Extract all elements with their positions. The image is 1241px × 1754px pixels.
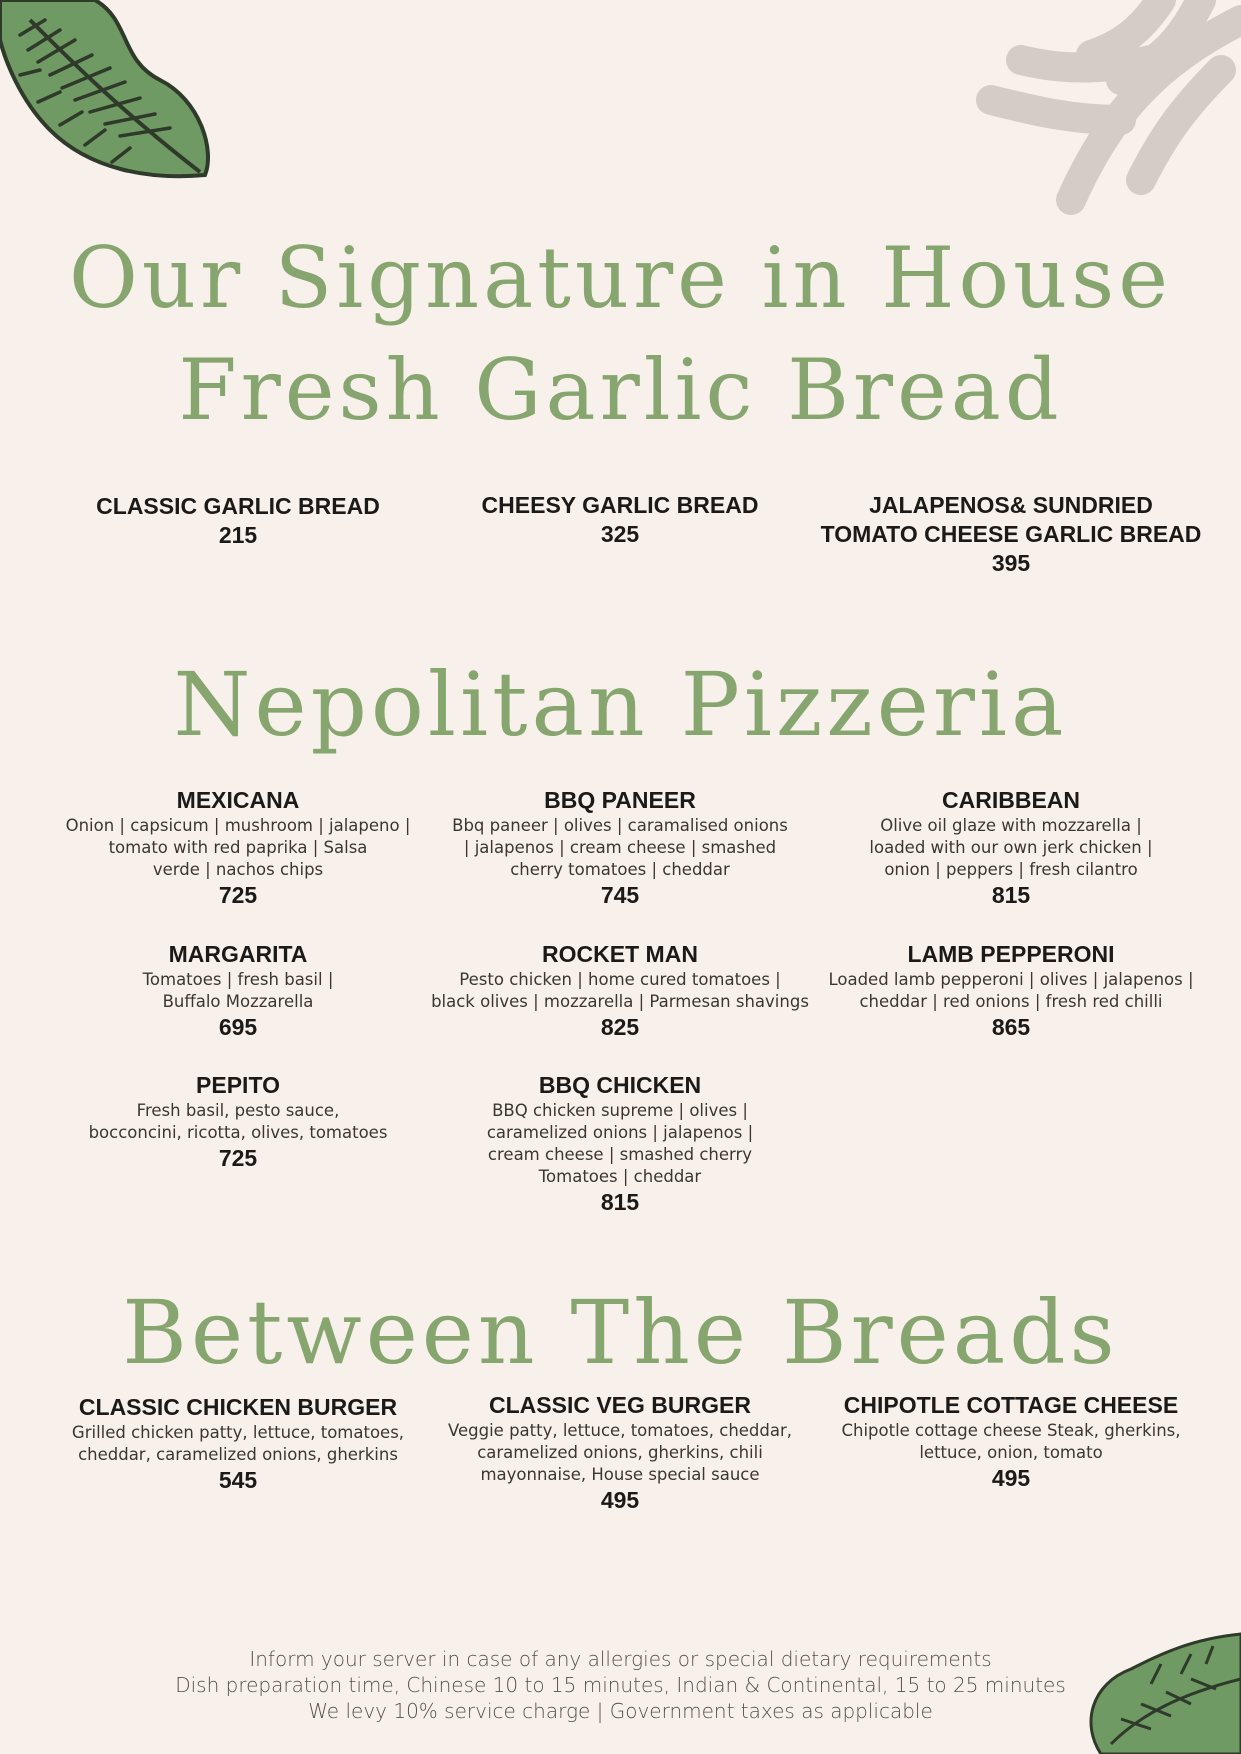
item-name: BBQ CHICKEN xyxy=(538,1072,702,1098)
item-price: 815 xyxy=(991,882,1031,908)
menu-item-pepito xyxy=(48,1071,428,1172)
item-price: 395 xyxy=(991,550,1031,576)
menu-item-jalapenos-garlic-bread xyxy=(820,491,1202,577)
menu-item-mexicana xyxy=(48,786,428,909)
menu-item-caribbean xyxy=(820,786,1202,909)
item-description: Onion | capsicum | mushroom | jalapeno | tomato with red paprika | Salsa verde | nachos chips xyxy=(65,816,411,879)
item-name: JALAPENOS& SUNDRIED xyxy=(869,492,1153,518)
item-description: Veggie patty, lettuce, tomatoes, cheddar, caramelized onions, gherkins, chili mayonnaise, House special sauce xyxy=(447,1421,793,1484)
item-price: 865 xyxy=(991,1014,1031,1040)
pizzeria-title: Nepolitan Pizzeria xyxy=(173,653,1068,756)
item-description: Bbq paneer | olives | caramalised onions | jalapenos | cream cheese | smashed cherry tomatoes | cheddar xyxy=(452,816,788,879)
item-price: 325 xyxy=(600,521,640,547)
menu-item-classic-veg-burger xyxy=(425,1391,815,1514)
item-name: BBQ PANEER xyxy=(544,787,696,813)
item-name: PEPITO xyxy=(196,1072,280,1098)
menu-item-classic-chicken-burger xyxy=(40,1393,436,1494)
item-price: 495 xyxy=(991,1465,1031,1491)
item-name: MEXICANA xyxy=(176,787,300,813)
footer-allergy-note: Inform your server in case of any allergies or special dietary requirements xyxy=(249,1647,992,1671)
item-description: Loaded lamb pepperoni | olives | jalapenos | cheddar | red onions | fresh red chilli xyxy=(828,970,1194,1011)
breads-title: Between The Breads xyxy=(122,1281,1119,1384)
item-description: Olive oil glaze with mozzarella | loaded with our own jerk chicken | onion | peppers | fresh cilantro xyxy=(869,816,1153,879)
item-price: 495 xyxy=(600,1487,640,1513)
item-price: 825 xyxy=(600,1014,640,1040)
item-name: CHEESY GARLIC BREAD xyxy=(481,492,759,518)
item-name: CLASSIC VEG BURGER xyxy=(489,1392,751,1418)
menu-item-chipotle-cottage-cheese xyxy=(820,1391,1202,1492)
item-name: ROCKET MAN xyxy=(542,941,698,967)
item-description: Tomatoes | fresh basil | Buffalo Mozzarella xyxy=(142,970,334,1011)
item-description: Chipotle cottage cheese Steak, gherkins, lettuce, onion, tomato xyxy=(841,1421,1181,1462)
menu-item-lamb-pepperoni xyxy=(815,940,1207,1041)
menu-item-cheesy-garlic-bread xyxy=(430,491,810,548)
item-price: 725 xyxy=(218,882,258,908)
item-description: BBQ chicken supreme | olives | caramelized onions | jalapenos | cream cheese | smashed cherry Tomatoes | cheddar xyxy=(486,1101,754,1186)
palm-shadow-icon xyxy=(821,0,1241,240)
item-price: 695 xyxy=(218,1014,258,1040)
item-price: 545 xyxy=(218,1467,258,1493)
menu-item-bbq-paneer xyxy=(430,786,810,909)
menu-item-margarita xyxy=(48,940,428,1041)
item-price: 725 xyxy=(218,1145,258,1171)
signature-title-line1: Our Signature in House xyxy=(68,229,1172,327)
signature-title-line2: Fresh Garlic Bread xyxy=(178,341,1063,439)
item-name: MARGARITA xyxy=(168,941,308,967)
menu-item-classic-garlic-bread xyxy=(48,492,428,549)
item-price: 745 xyxy=(600,882,640,908)
footer-charges-note: We levy 10% service charge | Government taxes as applicable xyxy=(308,1699,933,1723)
signature-title xyxy=(0,222,1241,446)
item-name: CHIPOTLE COTTAGE CHEESE xyxy=(843,1392,1179,1418)
item-price: 215 xyxy=(218,522,258,548)
item-price: 815 xyxy=(600,1189,640,1215)
item-description: Pesto chicken | home cured tomatoes | black olives | mozzarella | Parmesan shavings xyxy=(431,970,809,1011)
menu-item-rocket-man xyxy=(415,940,825,1041)
footer-notes xyxy=(0,1646,1241,1724)
item-name: CARIBBEAN xyxy=(942,787,1080,813)
item-name: TOMATO CHEESE GARLIC BREAD xyxy=(820,521,1202,547)
footer-preparation-note: Dish preparation time, Chinese 10 to 15 minutes, Indian & Continental, 15 to 25 minutes xyxy=(175,1673,1066,1697)
item-description: Fresh basil, pesto sauce, bocconcini, ricotta, olives, tomatoes xyxy=(88,1101,388,1142)
menu-item-bbq-chicken xyxy=(430,1071,810,1216)
item-name: CLASSIC GARLIC BREAD xyxy=(96,493,380,519)
item-description: Grilled chicken patty, lettuce, tomatoes, cheddar, caramelized onions, gherkins xyxy=(71,1423,405,1464)
item-name: LAMB PEPPERONI xyxy=(907,941,1115,967)
leaf-top-left-icon xyxy=(0,0,215,180)
item-name: CLASSIC CHICKEN BURGER xyxy=(78,1394,398,1420)
